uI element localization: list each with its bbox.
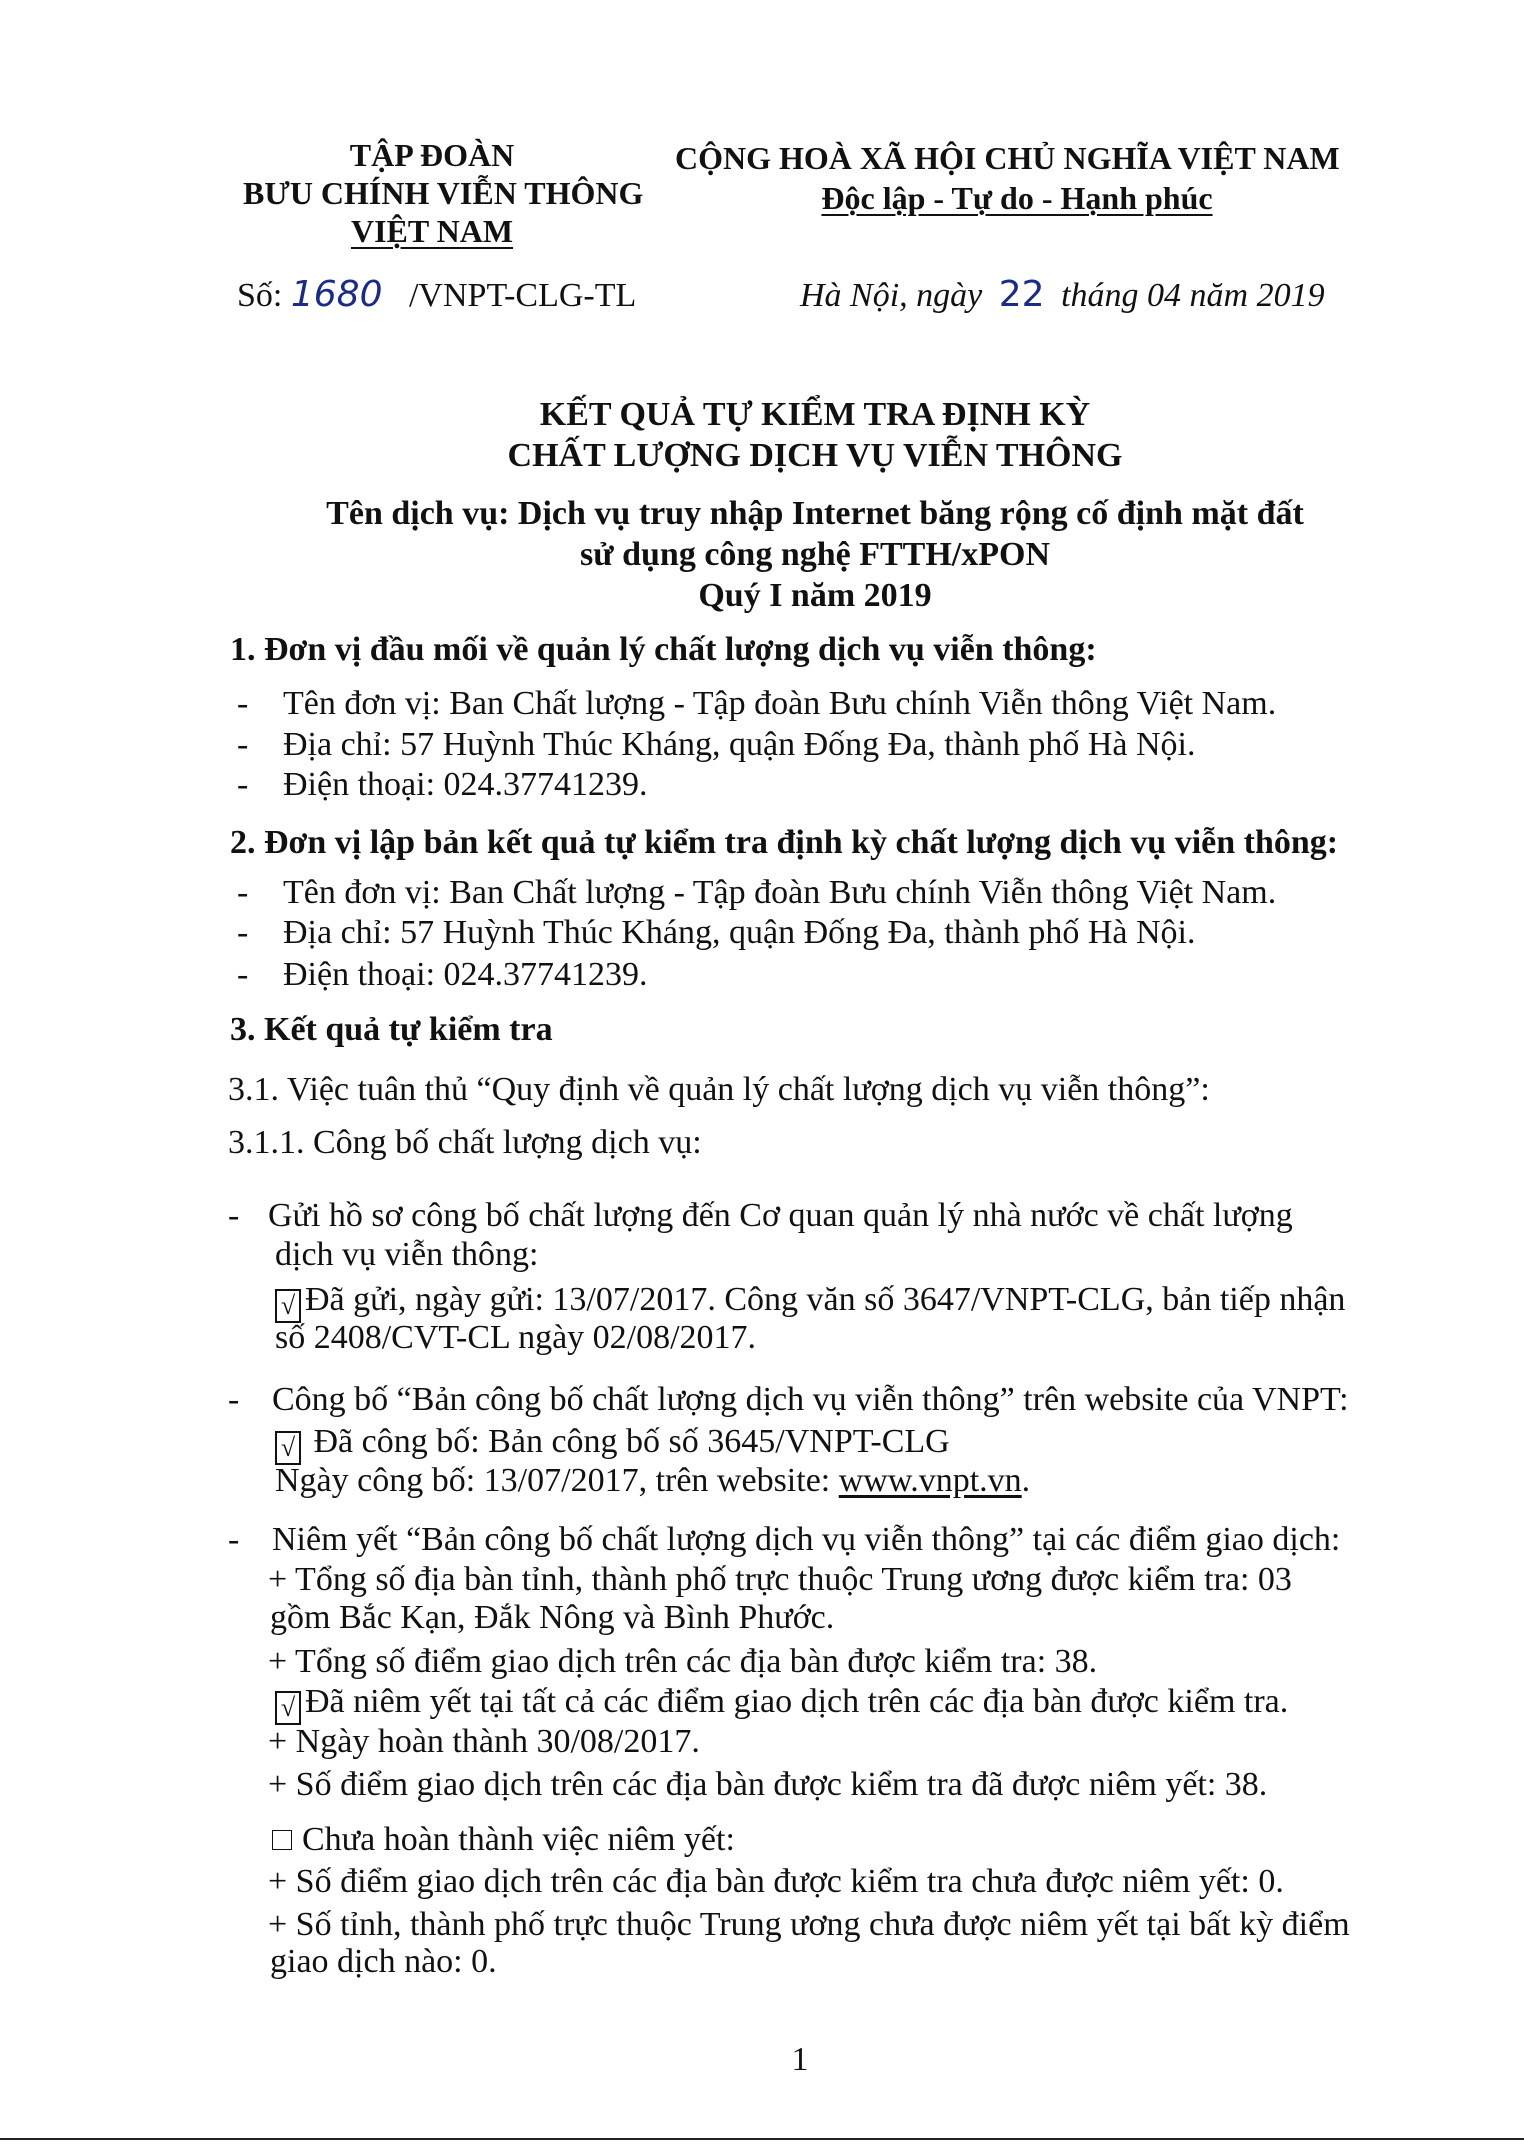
bullet-publish: - Công bố “Bản công bố chất lượng dịch vụ viễn thông” trên website của VNPT:	[228, 1381, 1349, 1418]
text-line: + Tổng số điểm giao dịch trên các địa bàn được kiểm tra: 38.	[268, 1643, 1098, 1680]
title-line2: CHẤT LƯỢNG DỊCH VỤ VIỄN THÔNG	[507, 437, 1123, 474]
bullet-posting: - Niêm yết “Bản công bố chất lượng dịch vụ viễn thông” tại các điểm giao dịch:	[228, 1521, 1341, 1558]
text-line: dịch vụ viễn thông:	[275, 1236, 539, 1273]
bottom-divider	[0, 2138, 1524, 2140]
text-line: số 2408/CVT-CL ngày 02/08/2017.	[275, 1319, 757, 1356]
handwritten-number: 1680	[290, 274, 383, 315]
text-line: + Số điểm giao dịch trên các địa bàn được kiểm tra chưa được niêm yết: 0.	[268, 1863, 1284, 1900]
list-item: - Điện thoại: 024.37741239.	[237, 766, 648, 803]
document-date	[800, 275, 1325, 316]
title-line1: KẾT QUẢ TỰ KIỂM TRA ĐỊNH KỲ	[539, 396, 1091, 433]
text-line: + Số tỉnh, thành phố trực thuộc Trung ương chưa được niêm yết tại bất kỳ điểm	[268, 1906, 1350, 1943]
page-number: 1	[791, 2041, 809, 2078]
date-suffix: tháng 04 năm 2019	[1061, 277, 1325, 314]
list-item: - Địa chỉ: 57 Huỳnh Thúc Kháng, quận Đống Đa, thành phố Hà Nội.	[237, 914, 1196, 951]
text-line: giao dịch nào: 0.	[270, 1943, 497, 1980]
checkbox-empty-icon	[272, 1830, 292, 1850]
org-name-line3: VIỆT NAM	[350, 213, 514, 249]
number-suffix: /VNPT-CLG-TL	[408, 277, 637, 314]
subsection-3-1: 3.1. Việc tuân thủ “Quy định về quản lý chất lượng dịch vụ viễn thông”:	[228, 1071, 1210, 1108]
text-line: + Tổng số địa bàn tỉnh, thành phố trực thuộc Trung ương được kiểm tra: 03	[268, 1561, 1292, 1598]
list-item: - Địa chỉ: 57 Huỳnh Thúc Kháng, quận Đống Đa, thành phố Hà Nội.	[237, 726, 1196, 763]
list-item: - Tên đơn vị: Ban Chất lượng - Tập đoàn Bưu chính Viễn thông Việt Nam.	[237, 874, 1277, 911]
website-link[interactable]: www.vnpt.vn	[838, 1462, 1022, 1499]
checked-line: √ Đã gửi, ngày gửi: 13/07/2017. Công văn số 3647/VNPT-CLG, bản tiếp nhận	[275, 1280, 1345, 1323]
checkbox-checked-icon: √	[275, 1289, 301, 1323]
unchecked-line: Chưa hoàn thành việc niêm yết:	[272, 1820, 735, 1860]
service-name-line1: Tên dịch vụ: Dịch vụ truy nhập Internet băng rộng cố định mặt đất	[326, 495, 1304, 532]
bullet-submit: - Gửi hồ sơ công bố chất lượng đến Cơ quan quản lý nhà nước về chất lượng	[228, 1197, 1293, 1234]
number-label: Số:	[237, 277, 283, 314]
list-item: - Tên đơn vị: Ban Chất lượng - Tập đoàn Bưu chính Viễn thông Việt Nam.	[237, 685, 1277, 722]
motto: Độc lập - Tự do - Hạnh phúc	[821, 180, 1213, 216]
org-name-line2: BƯU CHÍNH VIỄN THÔNG	[243, 175, 644, 211]
checked-line: √ Đã công bố: Bản công bố số 3645/VNPT-CLG	[275, 1422, 950, 1465]
text-line: + Ngày hoàn thành 30/08/2017.	[268, 1723, 700, 1760]
section2-heading: 2. Đơn vị lập bản kết quả tự kiểm tra định kỳ chất lượng dịch vụ viễn thông:	[230, 824, 1339, 861]
document-number	[237, 275, 636, 316]
section1-heading: 1. Đơn vị đầu mối về quản lý chất lượng dịch vụ viễn thông:	[230, 631, 1097, 668]
service-name-line2: sử dụng công nghệ FTTH/xPON	[579, 536, 1051, 573]
checked-line: √ Đã niêm yết tại tất cả các điểm giao dịch trên các địa bàn được kiểm tra.	[275, 1682, 1288, 1725]
nation-title: CỘNG HOÀ XÃ HỘI CHỦ NGHĨA VIỆT NAM	[675, 140, 1340, 176]
date-prefix: Hà Nội, ngày	[800, 277, 983, 314]
handwritten-day: 22	[998, 274, 1045, 315]
text-line: gồm Bắc Kạn, Đắk Nông và Bình Phước.	[270, 1599, 835, 1636]
list-item: - Điện thoại: 024.37741239.	[237, 956, 648, 993]
checkbox-checked-icon: √	[275, 1431, 301, 1465]
section3-heading: 3. Kết quả tự kiểm tra	[230, 1011, 553, 1048]
subsection-3-1-1: 3.1.1. Công bố chất lượng dịch vụ:	[228, 1124, 702, 1161]
quarter: Quý I năm 2019	[698, 577, 932, 614]
checkbox-checked-icon: √	[275, 1691, 301, 1725]
org-name-line1: TẬP ĐOÀN	[349, 137, 515, 173]
text-line: + Số điểm giao dịch trên các địa bàn được kiểm tra đã được niêm yết: 38.	[268, 1766, 1268, 1803]
text-line: Ngày công bố: 13/07/2017, trên website: www.vnpt.vn.	[275, 1462, 1031, 1499]
